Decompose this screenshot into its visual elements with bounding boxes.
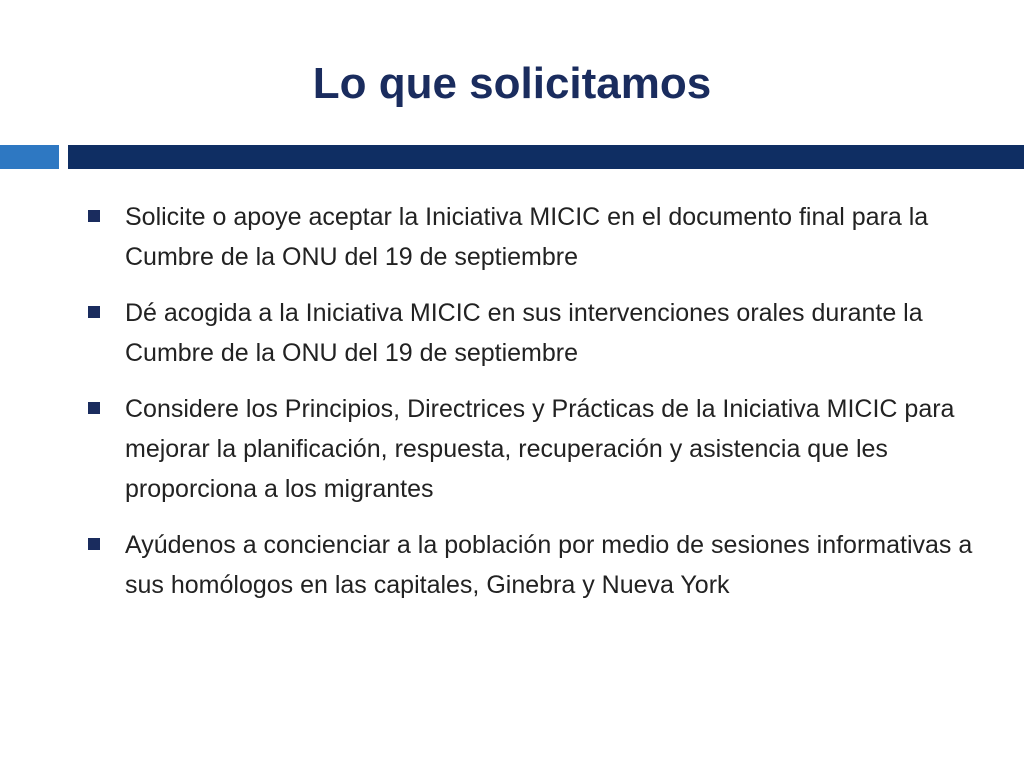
bullet-item-3 [88, 389, 978, 509]
slide-title: Lo que solicitamos [312, 59, 712, 108]
accent-bar-main [68, 145, 1024, 169]
square-bullet-icon [88, 306, 100, 318]
bullet-item-4 [88, 525, 978, 605]
accent-bar-left [0, 145, 59, 169]
square-bullet-icon [88, 402, 100, 414]
bullet-text: Dé acogida a la Iniciativa MICIC en sus intervenciones orales durante la Cumbre de la ONU del 19 de septiembre [125, 299, 923, 367]
bullet-text: Considere los Principios, Directrices y Prácticas de la Iniciativa MICIC para mejorar la planificación, respuesta, recuperación y asistencia que les proporciona a los migrantes [125, 395, 955, 503]
bullet-text: Ayúdenos a concienciar a la población por medio de sesiones informativas a sus homólogos en las capitales, Ginebra y Nueva York [125, 531, 973, 599]
bullet-item-2 [88, 293, 978, 373]
bullet-text: Solicite o apoye aceptar la Iniciativa MICIC en el documento final para la Cumbre de la ONU del 19 de septiembre [125, 203, 929, 271]
bullet-item-1 [88, 197, 978, 277]
bullet-list [88, 197, 978, 621]
square-bullet-icon [88, 538, 100, 550]
square-bullet-icon [88, 210, 100, 222]
